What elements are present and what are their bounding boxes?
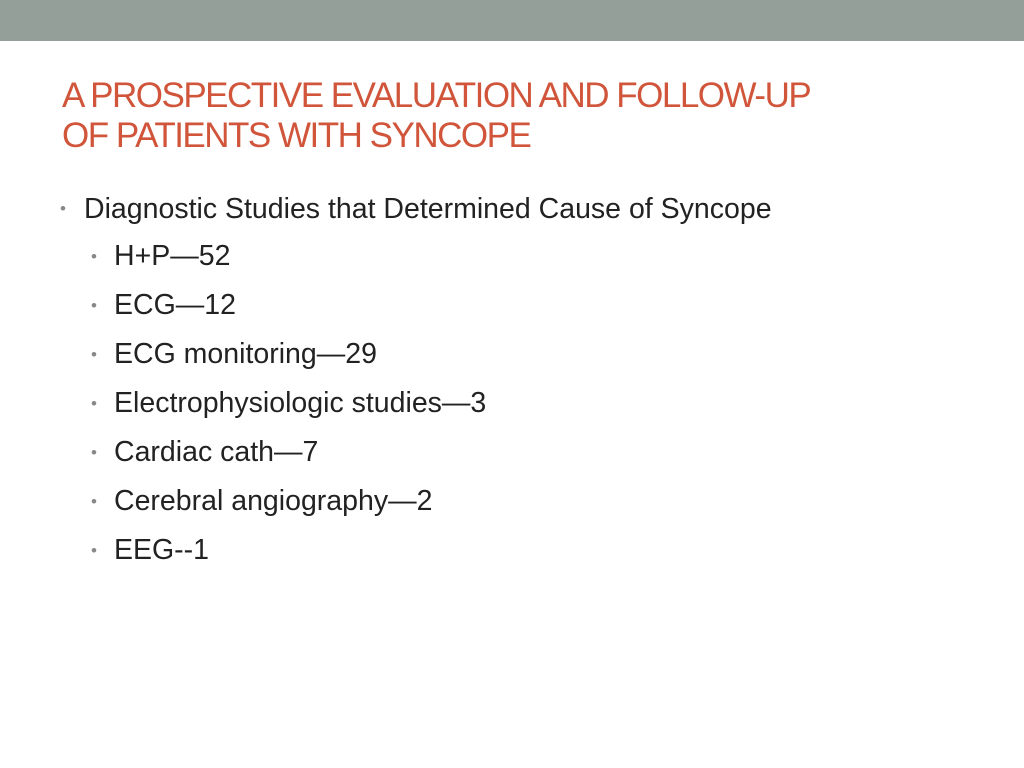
bullet-dot-icon: •: [91, 492, 97, 511]
sub-bullet-6: [60, 477, 980, 526]
slide-title: [62, 76, 962, 156]
bullet-dot-icon: •: [91, 394, 97, 413]
bullet-dot-icon: •: [91, 443, 97, 462]
bullet-dot-icon: •: [91, 296, 97, 315]
slide-body: [60, 186, 980, 575]
sub-bullet-1: [60, 232, 980, 281]
sub-bullet-5: [60, 428, 980, 477]
slide-title-line-1: A PROSPECTIVE EVALUATION AND FOLLOW-UP: [62, 76, 811, 115]
top-accent-band: [0, 0, 1024, 41]
sub-bullet-text: Electrophysiologic studies—3: [114, 387, 487, 419]
bullet-dot-icon: •: [91, 541, 97, 560]
sub-bullet-4: [60, 379, 980, 428]
sub-bullet-text: H+P—52: [114, 240, 231, 272]
bullet-dot-icon: •: [91, 247, 97, 266]
sub-bullet-text: Cerebral angiography—2: [114, 485, 433, 517]
bullet-dot-icon: •: [60, 199, 66, 218]
sub-bullet-3: [60, 330, 980, 379]
bullet-dot-icon: •: [91, 345, 97, 364]
sub-bullet-text: Cardiac cath—7: [114, 436, 319, 468]
sub-bullet-text: ECG monitoring—29: [114, 338, 377, 370]
slide-title-line-2: OF PATIENTS WITH SYNCOPE: [62, 116, 531, 155]
sub-bullet-text: EEG--1: [114, 534, 210, 566]
bullet-main: [60, 186, 980, 232]
sub-bullet-7: [60, 526, 980, 575]
bullet-main-text: Diagnostic Studies that Determined Cause of Syncope: [84, 193, 772, 225]
sub-bullet-text: ECG—12: [114, 289, 236, 321]
sub-bullet-2: [60, 281, 980, 330]
